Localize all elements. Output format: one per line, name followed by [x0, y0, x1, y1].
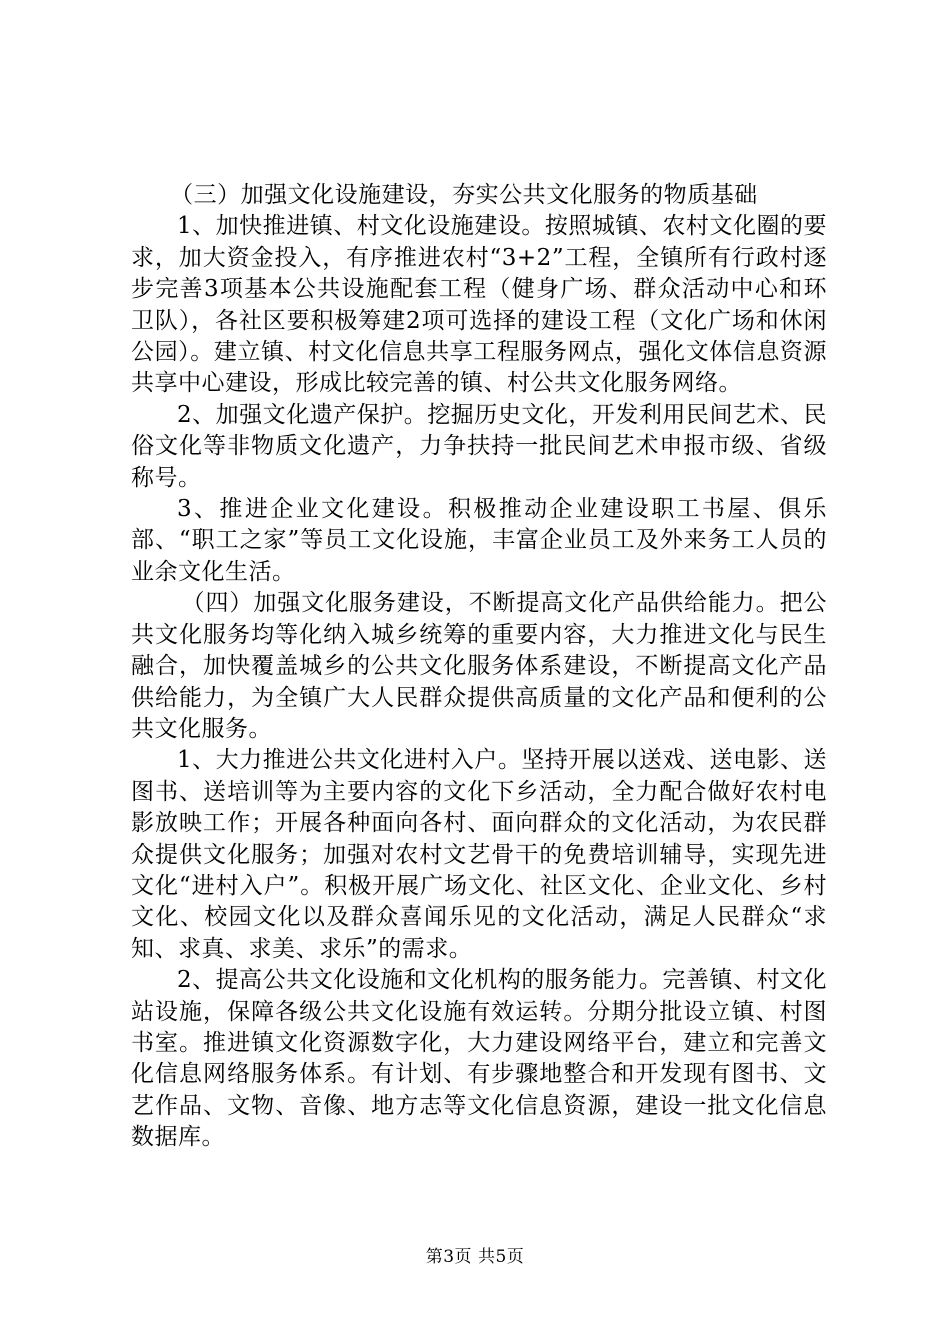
- paragraph-heritage: 2、加强文化遗产保护。挖掘历史文化，开发利用民间艺术、民俗文化等非物质文化遗产，力争扶持一批民间艺术申报市级、省级称号。: [131, 401, 827, 491]
- section-heading-3: （三）加强文化设施建设，夯实公共文化服务的物质基础: [170, 182, 758, 208]
- section-heading-4: （四）加强文化服务建设，不断提高文化产品供给能力。把公共文化服务均等化纳入城乡统筹的重要内容，大力推进文化与民生融合，加快覆盖城乡的公共文化服务体系建设，不断提高文化产品供给能力，为全镇广大人民群众提供高质量的文化产品和便利的公共文化服务。: [131, 590, 827, 742]
- paragraph-facilities: 1、加快推进镇、村文化设施建设。按照城镇、农村文化圈的要求，加大资金投入，有序推进农村“3+2”工程，全镇所有行政村逐步完善3项基本公共设施配套工程（健身广场、群众活动中心和环卫队），各社区要积极筹建2项可选择的建设工程（文化广场和休闲公园）。建立镇、村文化信息共享工程服务网点，强化文体信息资源共享中心建设，形成比较完善的镇、村公共文化服务网络。: [131, 213, 827, 397]
- document-body: [131, 180, 827, 1154]
- page-footer: [0, 1246, 950, 1268]
- page-number: 第3页 共5页: [425, 1247, 525, 1267]
- paragraph-service-capacity: 2、提高公共文化设施和文化机构的服务能力。完善镇、村文化站设施，保障各级公共文化设施有效运转。分期分批设立镇、村图书室。推进镇文化资源数字化，大力建设网络平台，建立和完善文化信息网络服务体系。有计划、有步骤地整合和开发现有图书、文艺作品、文物、音像、地方志等文化信息资源，建设一批文化信息数据库。: [131, 967, 827, 1151]
- paragraph-village-outreach: 1、大力推进公共文化进村入户。坚持开展以送戏、送电影、送图书、送培训等为主要内容的文化下乡活动，全力配合做好农村电影放映工作；开展各种面向各村、面向群众的文化活动，为农民群众提供文化服务；加强对农村文艺骨干的免费培训辅导，实现先进文化“进村入户”。积极开展广场文化、社区文化、企业文化、乡村文化、校园文化以及群众喜闻乐见的文化活动，满足人民群众“求知、求真、求美、求乐”的需求。: [131, 747, 827, 962]
- paragraph-enterprise-culture: 3、推进企业文化建设。积极推动企业建设职工书屋、俱乐部、“职工之家”等员工文化设施，丰富企业员工及外来务工人员的业余文化生活。: [131, 496, 827, 585]
